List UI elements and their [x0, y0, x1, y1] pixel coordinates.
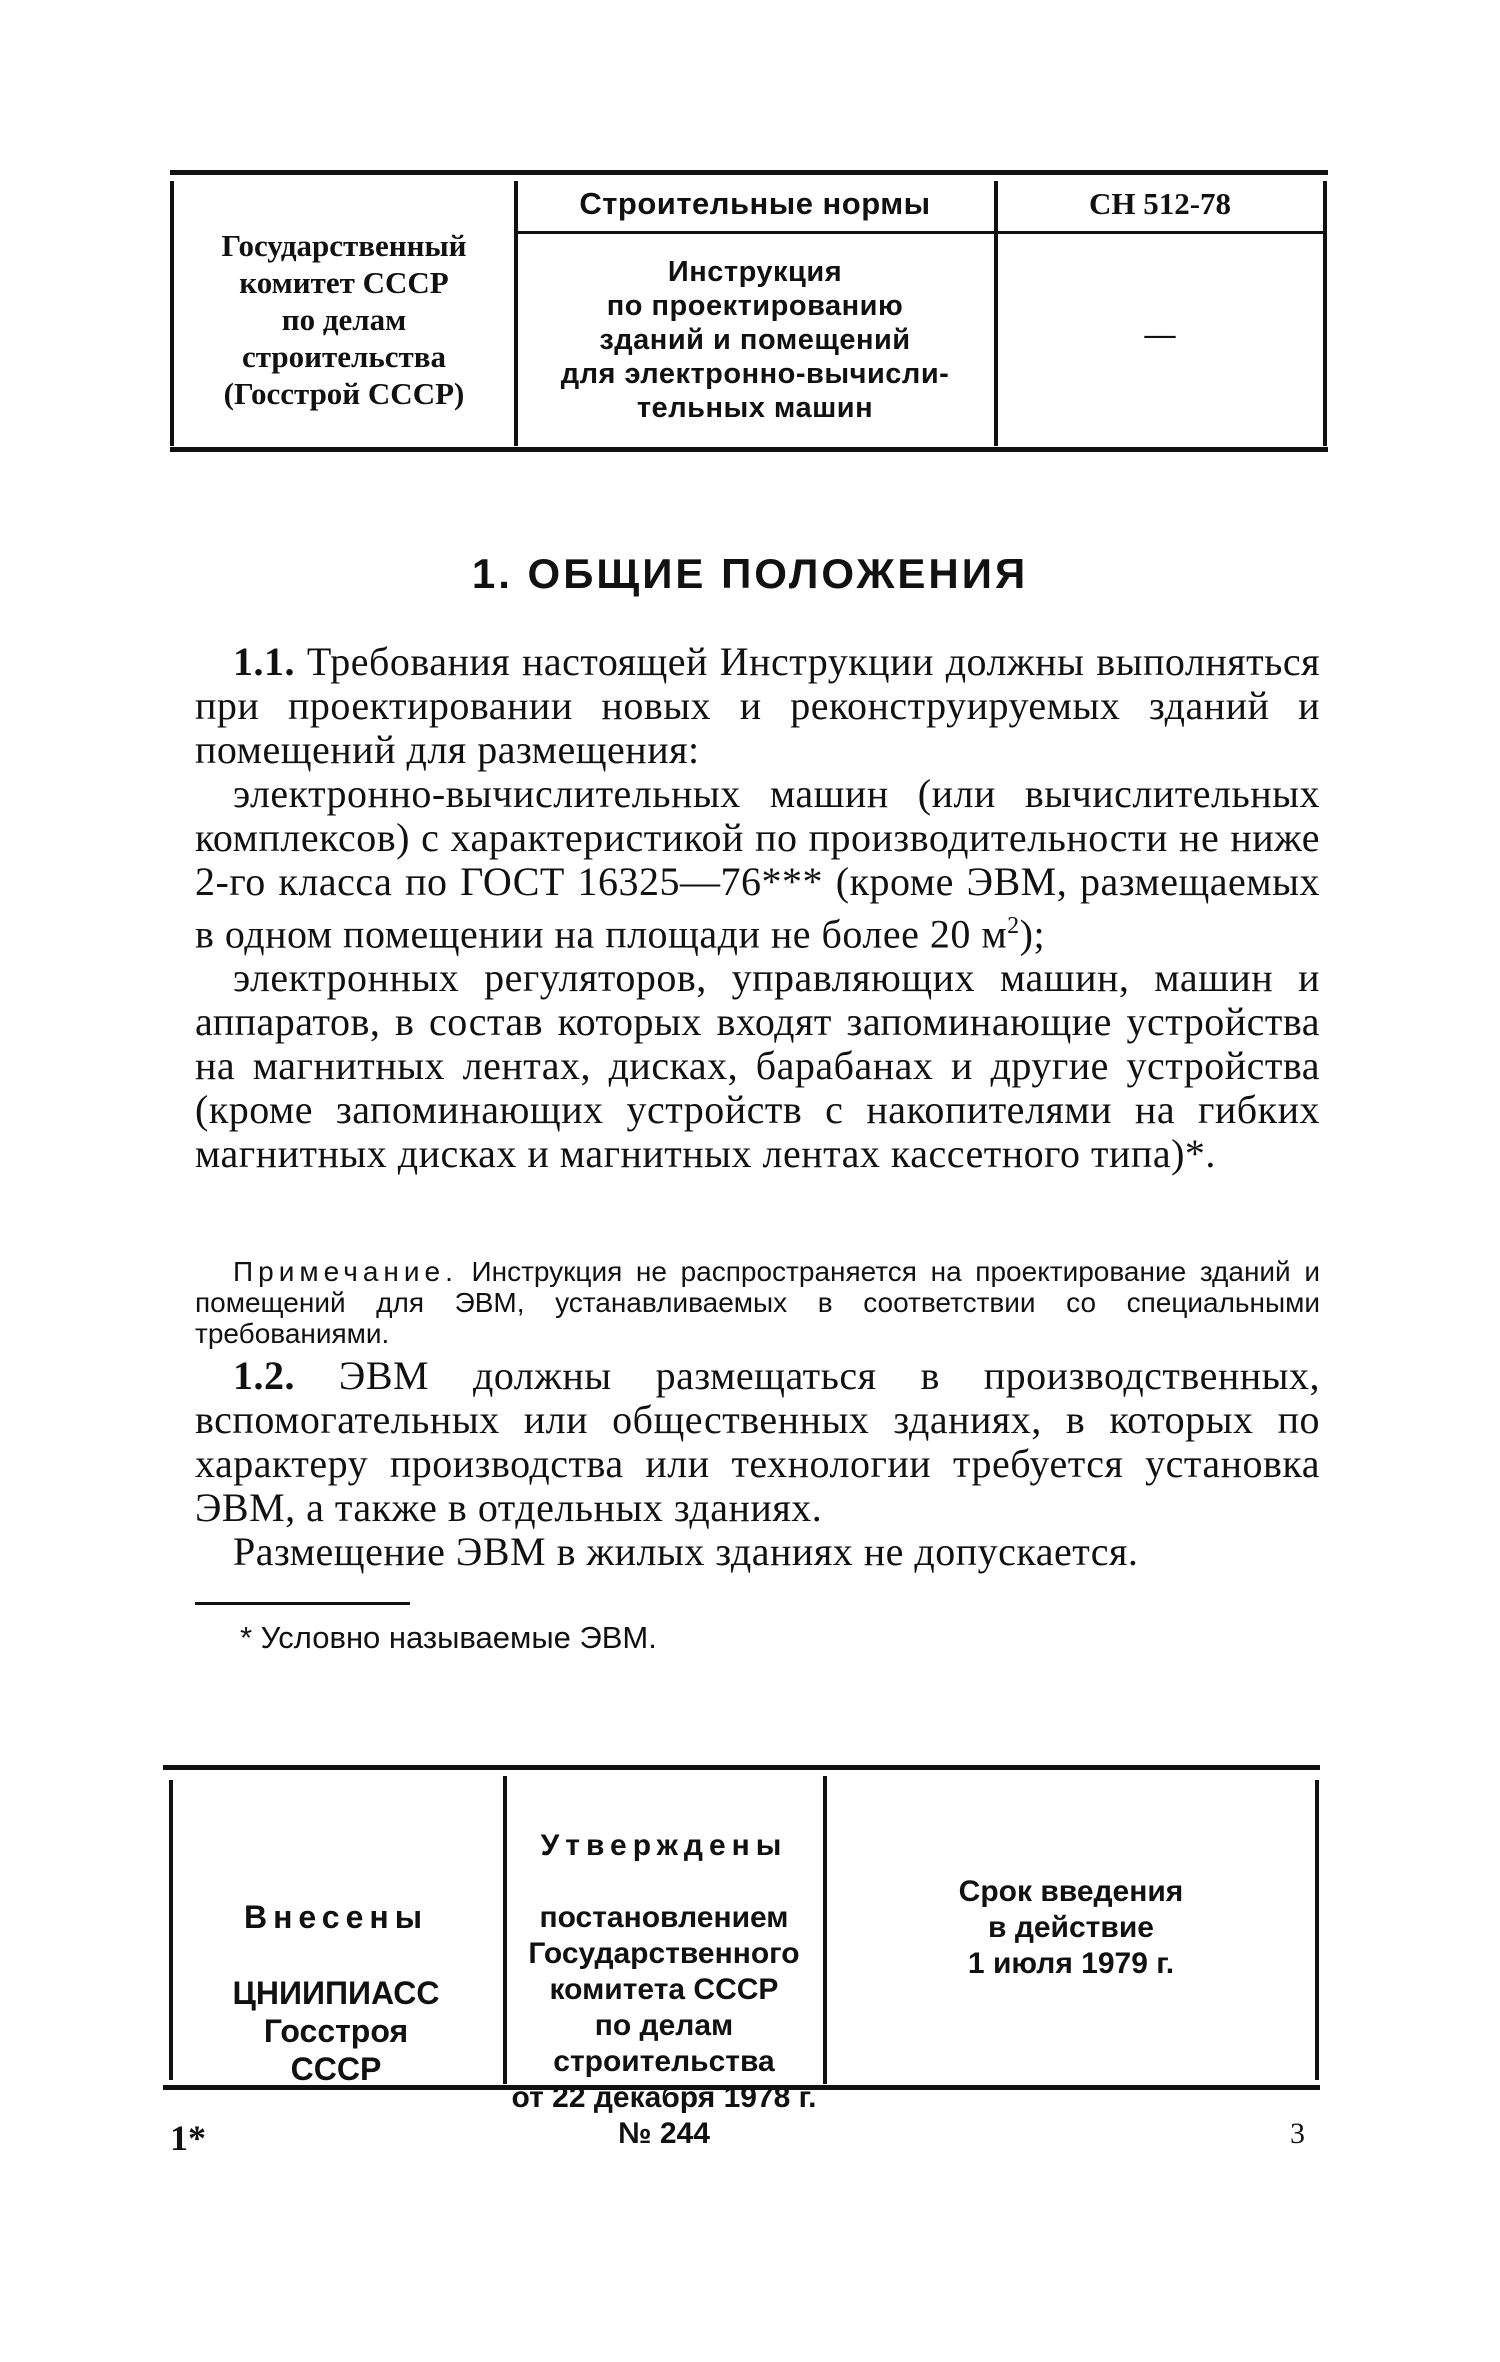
- page-number: 3: [1290, 2117, 1305, 2150]
- introduced-label: Внесены: [243, 1899, 429, 1935]
- paragraph-1-1-text: Требования настоящей Инструкции должны выполняться при проектировании новых и реконструируемых зданий и помещений для размещения:: [195, 639, 1320, 772]
- body-text-bottom: [195, 1354, 1320, 1574]
- header-category: Строительные нормы: [579, 186, 931, 221]
- signature-mark: 1*: [170, 2118, 206, 2158]
- header-right-border: [1323, 181, 1327, 446]
- header-code: СН 512-78: [1088, 186, 1232, 221]
- approved-cell: [507, 1792, 821, 2188]
- header-inner-rule: [516, 231, 1324, 234]
- note-label: Примечание.: [233, 1256, 458, 1287]
- header-agency: Государственный комитет СССР по делам строительства (Госстрой СССР): [221, 228, 467, 411]
- paragraph-computers-text: электронно-вычислительных машин (или вычислительных комплексов) с характеристикой по производительности не ниже 2-го класса по ГОСТ 16325—76*** (кроме ЭВМ, размещаемых в одном помещении на площади не более 20 м: [195, 771, 1320, 957]
- note-text: Инструкция не распространяется на проектирование зданий и помещений для ЭВМ, устанавливаемых в соответствии со специальными требованиями.: [195, 1256, 1320, 1349]
- header-left-border: [170, 181, 174, 446]
- superscript-2: 2: [1007, 913, 1020, 939]
- approved-text: постановлением Государственного комитета СССР по делам строительства от 22 декабря 1978 г. № 244: [511, 1901, 817, 2150]
- paragraph-residential-text: Размещение ЭВМ в жилых зданиях не допускается.: [233, 1529, 1139, 1574]
- header-table: [170, 170, 1328, 452]
- paragraph-residential: [195, 1530, 1320, 1574]
- paragraph-computers: [195, 772, 1320, 956]
- footnote-rule: [195, 1602, 410, 1605]
- paragraph-computers-end: );: [1019, 911, 1046, 957]
- header-title: Инструкция по проектированию зданий и помещений для электронно-вычисли- тельных машин: [560, 256, 950, 424]
- paragraph-1-1-number: 1.1.: [233, 639, 295, 684]
- paragraph-1-2-number: 1.2.: [233, 1353, 295, 1398]
- paragraph-1-1: [195, 640, 1320, 772]
- note: [195, 1256, 1320, 1349]
- approval-table: [163, 1765, 1320, 2150]
- section-title: 1. ОБЩИЕ ПОЛОЖЕНИЯ: [471, 550, 1029, 597]
- approval-right-border: [1315, 1780, 1319, 2080]
- effective-date: Срок введения в действие 1 июля 1979 г.: [958, 1875, 1184, 1980]
- header-replaces: —: [1144, 316, 1176, 351]
- body-text-top: [195, 640, 1320, 1176]
- approved-label: Утверждены: [540, 1829, 788, 1862]
- paragraph-1-2-text: ЭВМ должны размещаться в производственных, вспомогательных или общественных зданиях, в которых по характеру производства или технологии требуется установка ЭВМ, а также в отдельных зданиях.: [195, 1353, 1321, 1530]
- paragraph-regulators: [195, 956, 1320, 1176]
- paragraph-regulators-text: электронных регуляторов, управляющих машин, машин и аппаратов, в состав которых входят запоминающие устройства на магнитных лентах, дисках, барабанах и другие устройства (кроме запоминающих устройств с накопителями на гибких магнитных дисках и магнитных лентах кассетного типа)*.: [195, 955, 1320, 1177]
- introduced-by: ЦНИИПИАСС Госстроя СССР: [232, 1975, 440, 2087]
- introduced-cell: [173, 1860, 499, 2126]
- footnote: * Условно называемые ЭВМ.: [240, 1620, 657, 1655]
- paragraph-1-2: [195, 1354, 1320, 1530]
